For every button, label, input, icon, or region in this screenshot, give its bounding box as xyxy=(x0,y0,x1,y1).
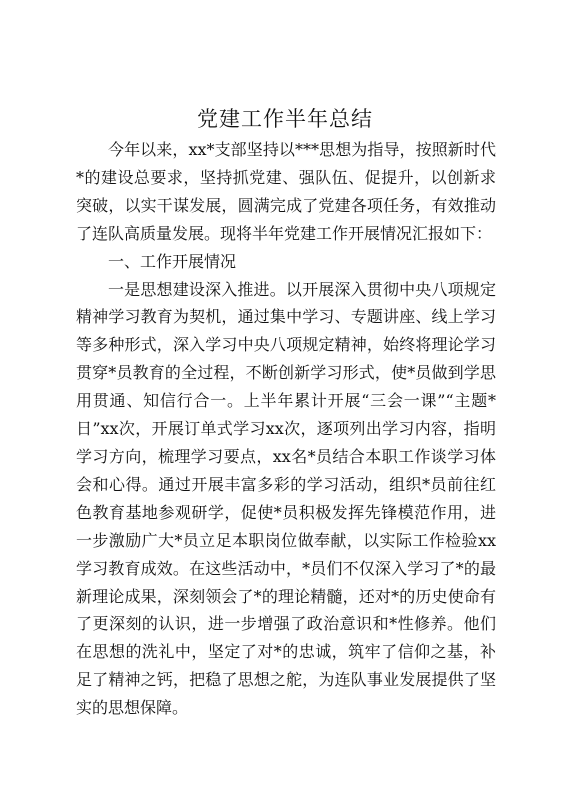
document-title: 党建工作半年总结 xyxy=(197,107,373,131)
section-heading: 一、工作开展情况 xyxy=(108,251,237,271)
body-paragraph: 一是思想建设深入推进。以开展深入贯彻中央八项规定精神学习教育为契机，通过集中学习、专题讲座、线上学习等多种形式，深入学习中央八项规定精神，始终将理论学习贯穿*员教育的全过程，不断创新学习形式，使*员做到学思用贯通、知信行合一。上半年累计开展“三会一课”“主题*日”xx次，开展订单式学习xx次，逐项列出学习内容，指明学习方向，梳理学习要点，xx名*员结合本职工作谈学习体会和心得。通过开展丰富多彩的学习活动，组织*员前往红色教育基地参观研学，促使*员积极发挥先锋模范作用，进一步激励广大*员立足本职岗位做奉献，以实际工作检验xx学习教育成效。在这些活动中，*员们不仅深入学习了*的最新理论成果，深刻领会了*的理论精髓，还对*的历史使命有了更深刻的认识，进一步增强了政治意识和*性修养。他们在思想的洗礼中，坚定了对*的忠诚，筑牢了信仰之基，补足了精神之钙，把稳了思想之舵，为连队事业发展提供了坚实的思想保障。 xyxy=(76,279,496,718)
document-body xyxy=(76,136,496,722)
intro-paragraph: 今年以来，xx*支部坚持以***思想为指导，按照新时代*的建设总要求，坚持抓党建、强队伍、促提升，以创新求突破，以实干谋发展，圆满完成了党建各项任务，有效推动了连队高质量发展。现将半年党建工作开展情况汇报如下： xyxy=(76,140,496,243)
